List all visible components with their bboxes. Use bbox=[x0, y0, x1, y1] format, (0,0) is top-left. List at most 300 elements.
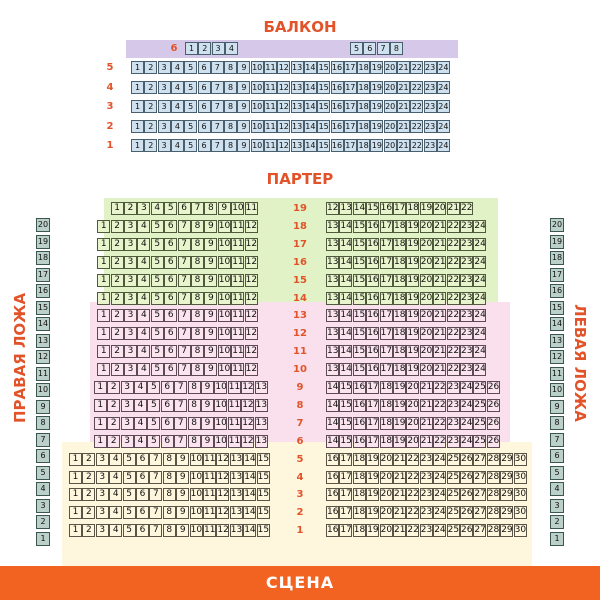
parterre-seat[interactable]: 10 bbox=[215, 417, 227, 428]
parterre-seat[interactable]: 8 bbox=[191, 256, 204, 269]
balcony-seat[interactable]: 8 bbox=[224, 61, 237, 74]
parterre-seat[interactable]: 29 bbox=[501, 507, 513, 518]
parterre-seat[interactable]: 15 bbox=[340, 417, 352, 428]
box-seat[interactable]: 7 bbox=[550, 433, 564, 447]
parterre-seat[interactable]: 24 bbox=[474, 364, 486, 375]
parterre-seat[interactable]: 26 bbox=[487, 435, 500, 446]
parterre-seat[interactable]: 8 bbox=[163, 488, 176, 501]
parterre-seat[interactable]: 18 bbox=[394, 256, 406, 267]
balcony-seat[interactable]: 5 bbox=[184, 61, 197, 74]
parterre-seat[interactable]: 19 bbox=[407, 328, 419, 339]
parterre-seat[interactable]: 8 bbox=[204, 202, 217, 215]
parterre-seat[interactable]: 21 bbox=[434, 328, 446, 339]
parterre-seat[interactable]: 23 bbox=[420, 525, 433, 536]
parterre-seat[interactable]: 7 bbox=[178, 292, 191, 305]
parterre-seat[interactable]: 14 bbox=[244, 471, 256, 482]
parterre-seat[interactable]: 5 bbox=[123, 488, 136, 501]
parterre-seat[interactable]: 10 bbox=[215, 382, 227, 392]
parterre-seat[interactable]: 16 bbox=[353, 382, 366, 392]
parterre-seat[interactable]: 2 bbox=[107, 381, 120, 394]
box-seat[interactable]: 4 bbox=[36, 482, 50, 496]
parterre-seat[interactable]: 9 bbox=[204, 363, 217, 376]
balcony-seat[interactable]: 6 bbox=[198, 139, 211, 152]
balcony-seat[interactable]: 15 bbox=[318, 121, 329, 131]
parterre-seat[interactable]: 14 bbox=[340, 220, 352, 231]
parterre-seat[interactable]: 9 bbox=[204, 345, 217, 358]
parterre-seat[interactable]: 21 bbox=[447, 203, 460, 213]
parterre-seat[interactable]: 17 bbox=[380, 220, 393, 231]
parterre-seat[interactable]: 9 bbox=[176, 506, 189, 519]
parterre-seat[interactable]: 18 bbox=[353, 507, 366, 518]
parterre-seat[interactable]: 7 bbox=[149, 488, 162, 501]
balcony-seat[interactable]: 3 bbox=[158, 120, 171, 133]
balcony-seat[interactable]: 15 bbox=[318, 63, 329, 72]
parterre-seat[interactable]: 14 bbox=[244, 525, 256, 536]
parterre-seat[interactable]: 16 bbox=[353, 435, 366, 446]
parterre-seat[interactable]: 2 bbox=[82, 453, 95, 466]
parterre-seat[interactable]: 11 bbox=[232, 310, 244, 321]
parterre-seat[interactable]: 3 bbox=[124, 345, 137, 358]
parterre-seat[interactable]: 18 bbox=[380, 399, 393, 410]
parterre-seat[interactable]: 3 bbox=[96, 506, 109, 519]
box-seat[interactable]: 13 bbox=[550, 334, 564, 348]
balcony-seat[interactable]: 15 bbox=[318, 102, 329, 111]
parterre-seat[interactable]: 15 bbox=[367, 203, 379, 213]
parterre-seat[interactable]: 17 bbox=[380, 310, 393, 321]
parterre-seat[interactable]: 4 bbox=[109, 524, 122, 537]
parterre-seat[interactable]: 10 bbox=[218, 220, 231, 231]
parterre-seat[interactable]: 25 bbox=[447, 453, 460, 464]
parterre-seat[interactable]: 4 bbox=[109, 488, 122, 501]
parterre-seat[interactable]: 6 bbox=[161, 435, 174, 448]
parterre-seat[interactable]: 9 bbox=[218, 202, 231, 215]
parterre-seat[interactable]: 21 bbox=[434, 256, 446, 267]
parterre-seat[interactable]: 5 bbox=[151, 220, 164, 233]
parterre-seat[interactable]: 19 bbox=[394, 417, 406, 428]
balcony-seat[interactable]: 13 bbox=[292, 141, 303, 150]
parterre-seat[interactable]: 16 bbox=[367, 238, 379, 249]
parterre-seat[interactable]: 10 bbox=[190, 453, 203, 464]
parterre-seat[interactable]: 20 bbox=[420, 238, 433, 249]
parterre-seat[interactable]: 17 bbox=[340, 507, 352, 518]
balcony-seat[interactable]: 4 bbox=[171, 81, 184, 94]
balcony-seat[interactable]: 7 bbox=[211, 81, 224, 94]
parterre-seat[interactable]: 2 bbox=[111, 292, 124, 305]
parterre-seat[interactable]: 18 bbox=[353, 471, 366, 482]
parterre-seat[interactable]: 8 bbox=[163, 524, 176, 537]
balcony-seat[interactable]: 23 bbox=[425, 82, 436, 92]
balcony-seat[interactable]: 7 bbox=[211, 139, 224, 152]
balcony-seat[interactable]: 6 bbox=[198, 61, 211, 74]
parterre-seat[interactable]: 1 bbox=[94, 417, 107, 430]
parterre-seat[interactable]: 17 bbox=[380, 238, 393, 249]
parterre-seat[interactable]: 12 bbox=[245, 364, 258, 375]
balcony-seat[interactable]: 8 bbox=[390, 42, 403, 55]
parterre-seat[interactable]: 3 bbox=[124, 274, 137, 287]
parterre-seat[interactable]: 13 bbox=[327, 256, 339, 267]
parterre-seat[interactable]: 14 bbox=[353, 203, 366, 213]
parterre-seat[interactable]: 5 bbox=[151, 309, 164, 322]
parterre-seat[interactable]: 14 bbox=[340, 238, 352, 249]
parterre-seat[interactable]: 22 bbox=[407, 471, 419, 482]
box-seat[interactable]: 18 bbox=[36, 251, 50, 265]
parterre-seat[interactable]: 2 bbox=[82, 506, 95, 519]
balcony-seat[interactable]: 9 bbox=[237, 139, 250, 152]
parterre-seat[interactable]: 15 bbox=[257, 453, 270, 464]
parterre-seat[interactable]: 8 bbox=[191, 363, 204, 376]
box-seat[interactable]: 1 bbox=[550, 532, 564, 546]
parterre-seat[interactable]: 15 bbox=[353, 346, 366, 357]
parterre-seat[interactable]: 23 bbox=[461, 256, 473, 267]
balcony-seat[interactable]: 11 bbox=[265, 63, 276, 72]
parterre-seat[interactable]: 12 bbox=[245, 346, 258, 357]
parterre-seat[interactable]: 7 bbox=[149, 524, 162, 537]
parterre-seat[interactable]: 6 bbox=[164, 309, 177, 322]
balcony-seat[interactable]: 5 bbox=[184, 81, 197, 94]
balcony-seat[interactable]: 1 bbox=[131, 100, 144, 113]
parterre-seat[interactable]: 11 bbox=[204, 525, 216, 536]
parterre-seat[interactable]: 19 bbox=[407, 310, 419, 321]
box-seat[interactable]: 2 bbox=[36, 515, 50, 529]
parterre-seat[interactable]: 9 bbox=[204, 256, 217, 269]
parterre-seat[interactable]: 6 bbox=[161, 417, 174, 430]
parterre-seat[interactable]: 18 bbox=[394, 310, 406, 321]
balcony-seat[interactable]: 13 bbox=[292, 121, 303, 131]
parterre-seat[interactable]: 19 bbox=[407, 238, 419, 249]
parterre-seat[interactable]: 20 bbox=[420, 256, 433, 267]
balcony-seat[interactable]: 12 bbox=[278, 141, 289, 150]
balcony-seat[interactable]: 8 bbox=[224, 81, 237, 94]
balcony-seat[interactable]: 3 bbox=[212, 42, 225, 55]
balcony-seat[interactable]: 21 bbox=[398, 141, 409, 150]
parterre-seat[interactable]: 28 bbox=[487, 471, 500, 482]
parterre-seat[interactable]: 7 bbox=[178, 256, 191, 269]
parterre-seat[interactable]: 17 bbox=[340, 453, 352, 464]
balcony-seat[interactable]: 20 bbox=[385, 141, 396, 150]
parterre-seat[interactable]: 16 bbox=[367, 346, 379, 357]
balcony-seat[interactable]: 20 bbox=[385, 82, 396, 92]
parterre-seat[interactable]: 19 bbox=[407, 346, 419, 357]
parterre-seat[interactable]: 8 bbox=[191, 345, 204, 358]
parterre-seat[interactable]: 1 bbox=[97, 309, 110, 322]
parterre-seat[interactable]: 22 bbox=[434, 399, 446, 410]
parterre-seat[interactable]: 1 bbox=[94, 435, 107, 448]
balcony-seat[interactable]: 7 bbox=[211, 61, 224, 74]
parterre-seat[interactable]: 16 bbox=[353, 399, 366, 410]
balcony-seat[interactable]: 3 bbox=[158, 139, 171, 152]
parterre-seat[interactable]: 7 bbox=[178, 238, 191, 251]
parterre-seat[interactable]: 14 bbox=[244, 507, 256, 518]
parterre-seat[interactable]: 15 bbox=[340, 382, 352, 392]
parterre-seat[interactable]: 21 bbox=[434, 220, 446, 231]
parterre-seat[interactable]: 14 bbox=[340, 310, 352, 321]
parterre-seat[interactable]: 21 bbox=[434, 364, 446, 375]
box-seat[interactable]: 11 bbox=[550, 367, 564, 381]
parterre-seat[interactable]: 23 bbox=[461, 364, 473, 375]
parterre-seat[interactable]: 14 bbox=[340, 346, 352, 357]
parterre-seat[interactable]: 19 bbox=[367, 507, 379, 518]
parterre-seat[interactable]: 4 bbox=[137, 345, 150, 358]
parterre-seat[interactable]: 26 bbox=[487, 382, 500, 392]
parterre-seat[interactable]: 10 bbox=[218, 292, 231, 303]
box-seat[interactable]: 14 bbox=[550, 317, 564, 331]
parterre-seat[interactable]: 20 bbox=[380, 489, 393, 500]
parterre-seat[interactable]: 1 bbox=[97, 220, 110, 233]
parterre-seat[interactable]: 21 bbox=[434, 292, 446, 303]
parterre-seat[interactable]: 9 bbox=[204, 292, 217, 305]
parterre-seat[interactable]: 16 bbox=[327, 471, 339, 482]
parterre-seat[interactable]: 24 bbox=[434, 489, 446, 500]
parterre-seat[interactable]: 2 bbox=[107, 417, 120, 430]
balcony-seat[interactable]: 7 bbox=[377, 42, 390, 55]
balcony-seat[interactable]: 18 bbox=[358, 102, 369, 111]
balcony-seat[interactable]: 22 bbox=[411, 141, 422, 150]
parterre-seat[interactable]: 17 bbox=[367, 417, 379, 428]
box-seat[interactable]: 17 bbox=[36, 268, 50, 282]
balcony-seat[interactable]: 8 bbox=[224, 139, 237, 152]
parterre-seat[interactable]: 9 bbox=[176, 453, 189, 466]
parterre-seat[interactable]: 10 bbox=[218, 256, 231, 267]
parterre-seat[interactable]: 27 bbox=[474, 471, 486, 482]
balcony-seat[interactable]: 14 bbox=[305, 63, 316, 72]
balcony-seat[interactable]: 9 bbox=[237, 81, 250, 94]
parterre-seat[interactable]: 16 bbox=[367, 256, 379, 267]
parterre-seat[interactable]: 15 bbox=[353, 292, 366, 303]
parterre-seat[interactable]: 2 bbox=[82, 471, 95, 484]
parterre-seat[interactable]: 8 bbox=[191, 309, 204, 322]
parterre-seat[interactable]: 4 bbox=[151, 202, 164, 215]
parterre-seat[interactable]: 21 bbox=[420, 435, 433, 446]
parterre-seat[interactable]: 4 bbox=[137, 220, 150, 233]
parterre-seat[interactable]: 12 bbox=[217, 507, 229, 518]
balcony-seat[interactable]: 11 bbox=[265, 82, 276, 92]
parterre-seat[interactable]: 1 bbox=[97, 363, 110, 376]
box-seat[interactable]: 5 bbox=[36, 466, 50, 480]
parterre-seat[interactable]: 15 bbox=[353, 220, 366, 231]
parterre-seat[interactable]: 3 bbox=[137, 202, 150, 215]
parterre-seat[interactable]: 21 bbox=[434, 346, 446, 357]
parterre-seat[interactable]: 12 bbox=[245, 220, 258, 231]
parterre-seat[interactable]: 2 bbox=[82, 488, 95, 501]
parterre-seat[interactable]: 17 bbox=[340, 489, 352, 500]
parterre-seat[interactable]: 3 bbox=[124, 238, 137, 251]
balcony-seat[interactable]: 2 bbox=[144, 100, 157, 113]
box-seat[interactable]: 1 bbox=[36, 532, 50, 546]
parterre-seat[interactable]: 16 bbox=[367, 328, 379, 339]
parterre-seat[interactable]: 15 bbox=[353, 256, 366, 267]
parterre-seat[interactable]: 10 bbox=[190, 489, 203, 500]
parterre-seat[interactable]: 1 bbox=[97, 274, 110, 287]
box-seat[interactable]: 9 bbox=[36, 400, 50, 414]
box-seat[interactable]: 11 bbox=[36, 367, 50, 381]
balcony-seat[interactable]: 20 bbox=[385, 102, 396, 111]
parterre-seat[interactable]: 14 bbox=[327, 382, 339, 392]
balcony-seat[interactable]: 12 bbox=[278, 121, 289, 131]
balcony-seat[interactable]: 12 bbox=[278, 63, 289, 72]
parterre-seat[interactable]: 8 bbox=[191, 292, 204, 305]
balcony-seat[interactable]: 10 bbox=[252, 121, 263, 131]
parterre-seat[interactable]: 22 bbox=[447, 274, 460, 285]
parterre-seat[interactable]: 1 bbox=[97, 238, 110, 251]
balcony-seat[interactable]: 5 bbox=[184, 120, 197, 133]
balcony-seat[interactable]: 23 bbox=[425, 141, 436, 150]
parterre-seat[interactable]: 19 bbox=[394, 435, 406, 446]
balcony-seat[interactable]: 10 bbox=[252, 82, 263, 92]
parterre-seat[interactable]: 12 bbox=[242, 382, 254, 392]
parterre-seat[interactable]: 7 bbox=[191, 202, 204, 215]
balcony-seat[interactable]: 12 bbox=[278, 102, 289, 111]
parterre-seat[interactable]: 9 bbox=[201, 399, 214, 412]
parterre-seat[interactable]: 17 bbox=[380, 328, 393, 339]
balcony-seat[interactable]: 6 bbox=[198, 120, 211, 133]
parterre-seat[interactable]: 8 bbox=[191, 274, 204, 287]
parterre-seat[interactable]: 2 bbox=[111, 363, 124, 376]
balcony-seat[interactable]: 8 bbox=[224, 120, 237, 133]
box-seat[interactable]: 16 bbox=[36, 284, 50, 298]
parterre-seat[interactable]: 1 bbox=[94, 381, 107, 394]
parterre-seat[interactable]: 17 bbox=[380, 346, 393, 357]
parterre-seat[interactable]: 5 bbox=[151, 292, 164, 305]
parterre-seat[interactable]: 19 bbox=[407, 220, 419, 231]
balcony-seat[interactable]: 19 bbox=[371, 82, 382, 92]
parterre-seat[interactable]: 19 bbox=[407, 292, 419, 303]
parterre-seat[interactable]: 11 bbox=[228, 417, 241, 428]
balcony-seat[interactable]: 14 bbox=[305, 121, 316, 131]
box-seat[interactable]: 14 bbox=[36, 317, 50, 331]
parterre-seat[interactable]: 23 bbox=[447, 435, 460, 446]
parterre-seat[interactable]: 24 bbox=[434, 507, 446, 518]
parterre-seat[interactable]: 8 bbox=[191, 220, 204, 233]
parterre-seat[interactable]: 1 bbox=[69, 471, 82, 484]
parterre-seat[interactable]: 6 bbox=[161, 381, 174, 394]
parterre-seat[interactable]: 24 bbox=[474, 310, 486, 321]
balcony-seat[interactable]: 19 bbox=[371, 63, 382, 72]
parterre-seat[interactable]: 10 bbox=[218, 328, 231, 339]
box-seat[interactable]: 9 bbox=[550, 400, 564, 414]
parterre-seat[interactable]: 29 bbox=[501, 489, 513, 500]
parterre-seat[interactable]: 1 bbox=[69, 453, 82, 466]
parterre-seat[interactable]: 12 bbox=[242, 399, 254, 410]
parterre-seat[interactable]: 24 bbox=[474, 238, 486, 249]
parterre-seat[interactable]: 25 bbox=[474, 399, 486, 410]
parterre-seat[interactable]: 13 bbox=[327, 346, 339, 357]
parterre-seat[interactable]: 12 bbox=[245, 292, 258, 303]
parterre-seat[interactable]: 8 bbox=[163, 471, 176, 484]
parterre-seat[interactable]: 5 bbox=[151, 363, 164, 376]
parterre-seat[interactable]: 20 bbox=[380, 453, 393, 464]
parterre-seat[interactable]: 7 bbox=[178, 327, 191, 340]
parterre-seat[interactable]: 7 bbox=[178, 363, 191, 376]
parterre-seat[interactable]: 14 bbox=[340, 292, 352, 303]
balcony-seat[interactable]: 16 bbox=[331, 82, 343, 92]
balcony-seat[interactable]: 4 bbox=[171, 100, 184, 113]
balcony-seat[interactable]: 1 bbox=[131, 139, 144, 152]
box-seat[interactable]: 3 bbox=[550, 499, 564, 513]
parterre-seat[interactable]: 12 bbox=[245, 256, 258, 267]
balcony-seat[interactable]: 11 bbox=[265, 102, 276, 111]
balcony-seat[interactable]: 11 bbox=[265, 121, 276, 131]
parterre-seat[interactable]: 24 bbox=[461, 435, 473, 446]
parterre-seat[interactable]: 30 bbox=[514, 489, 527, 500]
parterre-seat[interactable]: 5 bbox=[147, 399, 160, 412]
balcony-seat[interactable]: 18 bbox=[358, 121, 369, 131]
box-seat[interactable]: 4 bbox=[550, 482, 564, 496]
parterre-seat[interactable]: 20 bbox=[434, 203, 446, 213]
parterre-seat[interactable]: 19 bbox=[367, 489, 379, 500]
parterre-seat[interactable]: 24 bbox=[474, 256, 486, 267]
parterre-seat[interactable]: 19 bbox=[420, 203, 433, 213]
balcony-seat[interactable]: 1 bbox=[131, 120, 144, 133]
parterre-seat[interactable]: 15 bbox=[353, 364, 366, 375]
parterre-seat[interactable]: 17 bbox=[367, 382, 379, 392]
parterre-seat[interactable]: 23 bbox=[420, 453, 433, 464]
parterre-seat[interactable]: 24 bbox=[474, 346, 486, 357]
parterre-seat[interactable]: 30 bbox=[514, 471, 527, 482]
parterre-seat[interactable]: 5 bbox=[123, 453, 136, 466]
parterre-seat[interactable]: 7 bbox=[149, 506, 162, 519]
parterre-seat[interactable]: 5 bbox=[164, 202, 177, 215]
parterre-seat[interactable]: 26 bbox=[461, 507, 473, 518]
parterre-seat[interactable]: 30 bbox=[514, 525, 527, 536]
parterre-seat[interactable]: 17 bbox=[380, 292, 393, 303]
parterre-seat[interactable]: 1 bbox=[97, 345, 110, 358]
parterre-seat[interactable]: 7 bbox=[174, 435, 187, 448]
balcony-seat[interactable]: 16 bbox=[331, 63, 343, 72]
box-seat[interactable]: 2 bbox=[550, 515, 564, 529]
box-seat[interactable]: 16 bbox=[550, 284, 564, 298]
parterre-seat[interactable]: 11 bbox=[204, 489, 216, 500]
parterre-seat[interactable]: 2 bbox=[124, 202, 137, 215]
parterre-seat[interactable]: 25 bbox=[474, 417, 486, 428]
parterre-seat[interactable]: 25 bbox=[447, 525, 460, 536]
parterre-seat[interactable]: 18 bbox=[380, 417, 393, 428]
parterre-seat[interactable]: 15 bbox=[257, 489, 270, 500]
parterre-seat[interactable]: 13 bbox=[255, 382, 268, 392]
balcony-seat[interactable]: 9 bbox=[237, 100, 250, 113]
parterre-seat[interactable]: 5 bbox=[151, 274, 164, 287]
parterre-seat[interactable]: 21 bbox=[394, 471, 406, 482]
parterre-seat[interactable]: 5 bbox=[151, 327, 164, 340]
parterre-seat[interactable]: 23 bbox=[447, 417, 460, 428]
parterre-seat[interactable]: 7 bbox=[178, 274, 191, 287]
parterre-seat[interactable]: 11 bbox=[232, 274, 244, 285]
balcony-seat[interactable]: 22 bbox=[411, 121, 422, 131]
parterre-seat[interactable]: 4 bbox=[137, 309, 150, 322]
balcony-seat[interactable]: 3 bbox=[158, 100, 171, 113]
parterre-seat[interactable]: 19 bbox=[367, 471, 379, 482]
parterre-seat[interactable]: 14 bbox=[327, 435, 339, 446]
parterre-seat[interactable]: 18 bbox=[394, 328, 406, 339]
parterre-seat[interactable]: 3 bbox=[124, 292, 137, 305]
parterre-seat[interactable]: 9 bbox=[201, 417, 214, 430]
balcony-seat[interactable]: 19 bbox=[371, 102, 382, 111]
parterre-seat[interactable]: 28 bbox=[487, 525, 500, 536]
parterre-seat[interactable]: 17 bbox=[380, 256, 393, 267]
parterre-seat[interactable]: 15 bbox=[353, 274, 366, 285]
parterre-seat[interactable]: 13 bbox=[340, 203, 352, 213]
parterre-seat[interactable]: 19 bbox=[407, 274, 419, 285]
parterre-seat[interactable]: 20 bbox=[380, 471, 393, 482]
parterre-seat[interactable]: 23 bbox=[461, 238, 473, 249]
balcony-seat[interactable]: 17 bbox=[345, 141, 356, 150]
parterre-seat[interactable]: 16 bbox=[327, 489, 339, 500]
parterre-seat[interactable]: 24 bbox=[474, 292, 486, 303]
parterre-seat[interactable]: 2 bbox=[111, 327, 124, 340]
parterre-seat[interactable]: 3 bbox=[96, 524, 109, 537]
parterre-seat[interactable]: 7 bbox=[178, 309, 191, 322]
box-seat[interactable]: 6 bbox=[36, 449, 50, 463]
balcony-seat[interactable]: 9 bbox=[237, 120, 250, 133]
